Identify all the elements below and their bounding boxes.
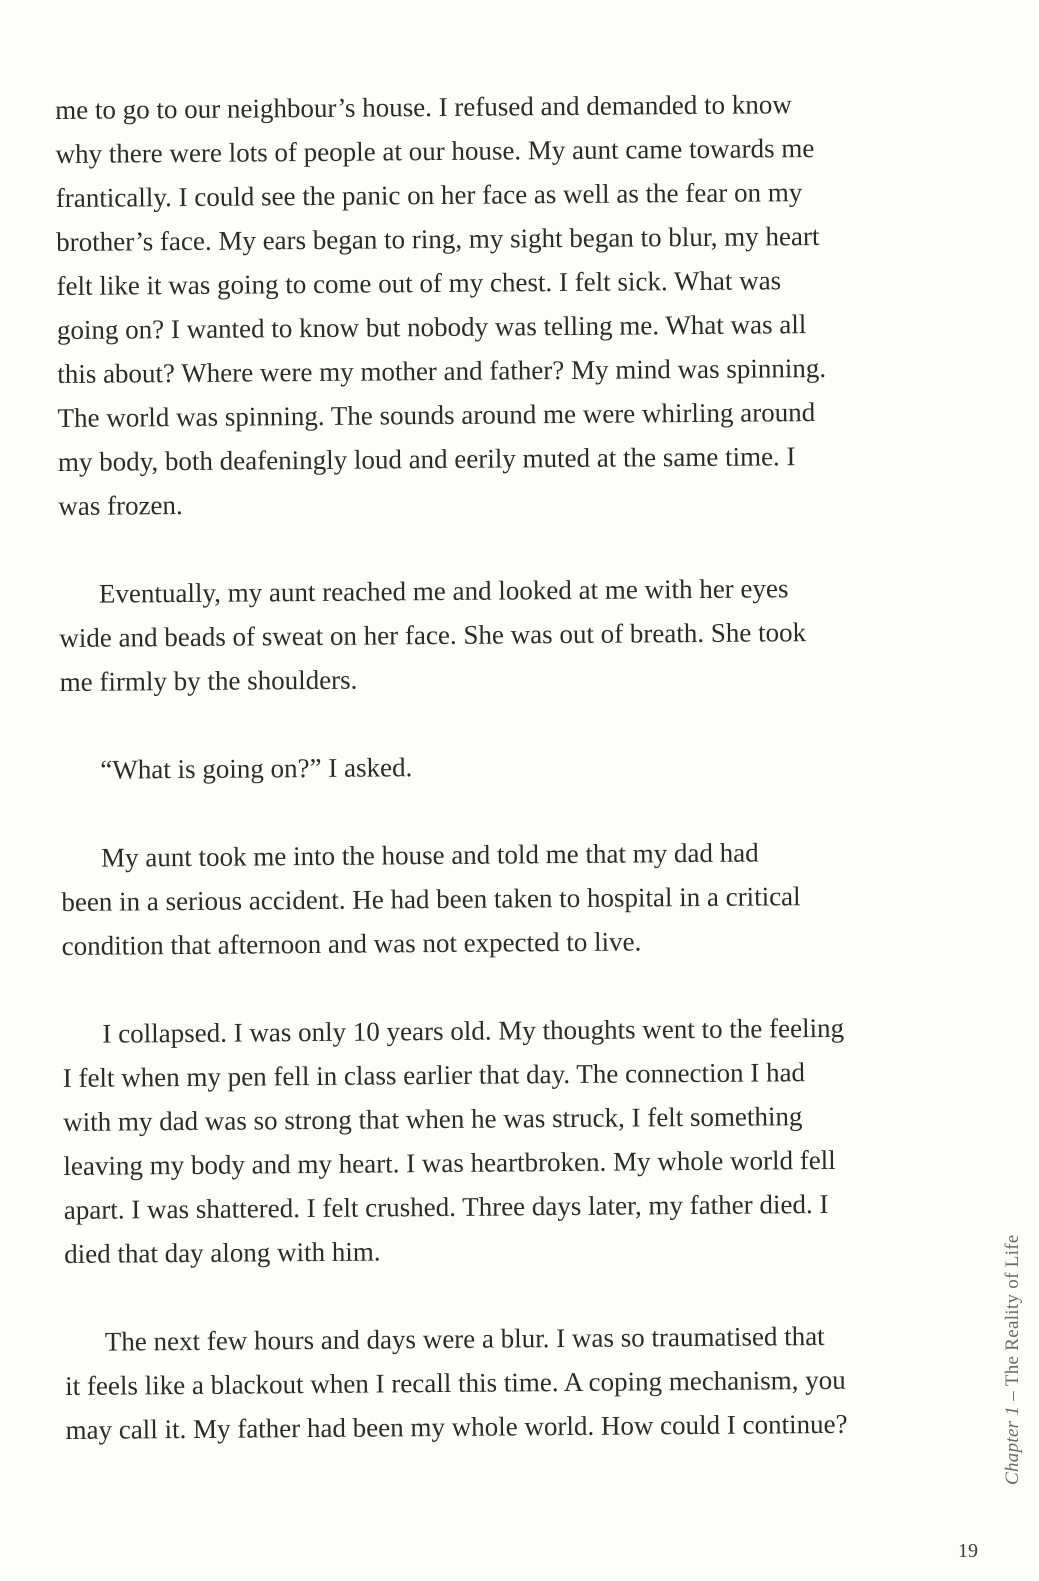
paragraph (55, 82, 878, 528)
text-line: me to go to our neighbour’s house. I refused and demanded to know (55, 89, 792, 125)
paragraph-gap (60, 698, 880, 748)
text-line: frantically. I could see the panic on her face as well as the fear on my (55, 177, 803, 213)
paragraph-gap (58, 522, 878, 572)
paragraph (61, 830, 882, 968)
text-line: may call it. My father had been my whole world. How could I continue? (65, 1408, 848, 1445)
text-line: was frozen. (58, 490, 183, 521)
text-line: wide and beads of sweat on her face. She was out of breath. She took (59, 617, 807, 653)
paragraph-gap (64, 1270, 884, 1320)
text-line: died that day along with him. (64, 1236, 381, 1269)
text-line: I collapsed. I was only 10 years old. My thoughts went to the feeling (102, 1012, 845, 1049)
text-line: going on? I wanted to know but nobody was telling me. What was all (56, 309, 807, 345)
text-line: me firmly by the shoulders. (59, 664, 358, 697)
text-line: this about? Where were my mother and father? My mind was spinning. (57, 352, 827, 389)
running-head-chapter: Chapter 1 (1002, 1405, 1023, 1485)
text-line: apart. I was shattered. I felt crushed. Three days later, my father died. I (63, 1188, 829, 1225)
text-line: The world was spinning. The sounds around me were whirling around (57, 397, 816, 433)
text-line: with my dad was so strong that when he was struck, I felt something (63, 1101, 803, 1137)
text-line: “What is going on?” I asked. (100, 752, 413, 785)
paragraph (62, 1006, 884, 1276)
paragraph-gap (62, 962, 882, 1012)
paragraph (60, 742, 880, 792)
paragraph (65, 1314, 886, 1452)
running-head-separator: – (1002, 1386, 1023, 1406)
text-line: Eventually, my aunt reached me and looked at me with her eyes (98, 573, 789, 609)
paragraph-gap (61, 786, 881, 836)
text-line: why there were lots of people at our house. My aunt came towards me (55, 133, 815, 169)
text-line: it feels like a blackout when I recall this time. A coping mechanism, you (65, 1364, 846, 1401)
page-number: 19 (958, 1540, 978, 1562)
running-head-title: The Reality of Life (1002, 1234, 1023, 1387)
text-line: brother’s face. My ears began to ring, my sight began to blur, my heart (56, 221, 820, 257)
running-head (1002, 1234, 1024, 1485)
text-line: leaving my body and my heart. I was heartbroken. My whole world fell (63, 1144, 836, 1181)
text-line: I felt when my pen fell in class earlier that day. The connection I had (62, 1057, 806, 1093)
text-line: The next few hours and days were a blur. I was so traumatised that (104, 1320, 825, 1357)
text-line: condition that afternoon and was not expected to live. (61, 926, 642, 961)
text-line: My aunt took me into the house and told me that my dad had (100, 837, 759, 873)
paragraph (59, 566, 880, 704)
text-line: been in a serious accident. He had been taken to hospital in a critical (61, 881, 801, 917)
body-text (55, 82, 886, 1452)
text-line: felt like it was going to come out of my chest. I felt sick. What was (56, 265, 782, 301)
text-line: my body, both deafeningly loud and eerily muted at the same time. I (57, 441, 796, 477)
